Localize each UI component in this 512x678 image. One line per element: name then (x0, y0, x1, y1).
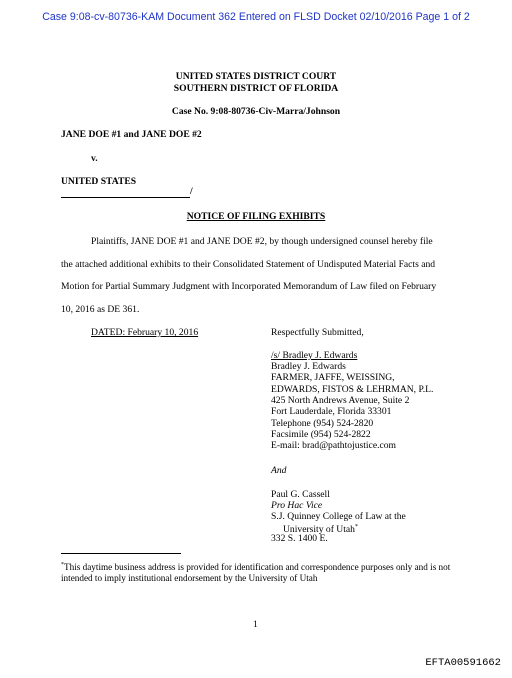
footnote-rule (61, 553, 181, 554)
bates-number: EFTA00591662 (425, 657, 501, 669)
signature-email: E-mail: brad@pathtojustice.com (271, 440, 396, 451)
body-line-2: the attached additional exhibits to their Consolidated Statement of Undisputed Material Facts and (61, 259, 436, 270)
body-line-4: 10, 2016 as DE 361. (61, 304, 140, 315)
footnote-text: This daytime business address is provided for identification and correspondence purposes only and is not intended to imply institutional endorsement by the University of Utah (61, 562, 451, 584)
footnote-reference: * (354, 524, 358, 530)
caption-slash: / (190, 186, 193, 197)
signature-line-4: 425 North Andrews Avenue, Suite 2 (271, 395, 410, 406)
court-name-line1: UNITED STATES DISTRICT COURT (175, 71, 337, 82)
cassell-school-line-1: S.J. Quinney College of Law at the (271, 511, 406, 522)
footnote (61, 560, 456, 585)
pro-hac-vice: Pro Hac Vice (271, 500, 323, 511)
electronic-signature: /s/ Bradley J. Edwards (271, 350, 358, 361)
caption-defendant: UNITED STATES (61, 176, 137, 187)
caption-plaintiffs: JANE DOE #1 and JANE DOE #2 (61, 129, 202, 140)
signature-line-3: EDWARDS, FISTOS & LEHRMAN, P.L. (271, 384, 434, 395)
respectfully-submitted: Respectfully Submitted, (271, 327, 364, 338)
and-separator: And (271, 465, 287, 476)
footnote-mark: * (61, 562, 64, 568)
document-title: NOTICE OF FILING EXHIBITS (186, 211, 326, 222)
signature-line-1: Bradley J. Edwards (271, 361, 346, 372)
court-name-line2: SOUTHERN DISTRICT OF FLORIDA (173, 83, 339, 94)
signature-line-7: Facsimile (954) 524-2822 (271, 429, 371, 440)
caption-rule (61, 197, 190, 198)
caption-versus: v. (91, 153, 98, 164)
dated-line: DATED: February 10, 2016 (91, 327, 199, 338)
body-line-1: Plaintiffs, JANE DOE #1 and JANE DOE #2, by though undersigned counsel hereby file (91, 236, 433, 247)
case-number: Case No. 9:08-80736-Civ-Marra/Johnson (171, 106, 341, 117)
docket-header: Case 9:08-cv-80736-KAM Document 362 Entered on FLSD Docket 02/10/2016 Page 1 of 2 (42, 11, 470, 23)
cassell-school-name: University of Utah (283, 524, 355, 536)
body-line-3: Motion for Partial Summary Judgment with Incorporated Memorandum of Law filed on February (61, 281, 437, 292)
signature-line-5: Fort Lauderdale, Florida 33301 (271, 406, 392, 417)
cassell-name: Paul G. Cassell (271, 489, 330, 500)
signature-line-6: Telephone (954) 524-2820 (271, 418, 374, 429)
page-number: 1 (253, 619, 258, 630)
cassell-address: 332 S. 1400 E. (271, 533, 328, 544)
signature-line-2: FARMER, JAFFE, WEISSING, (271, 372, 395, 383)
